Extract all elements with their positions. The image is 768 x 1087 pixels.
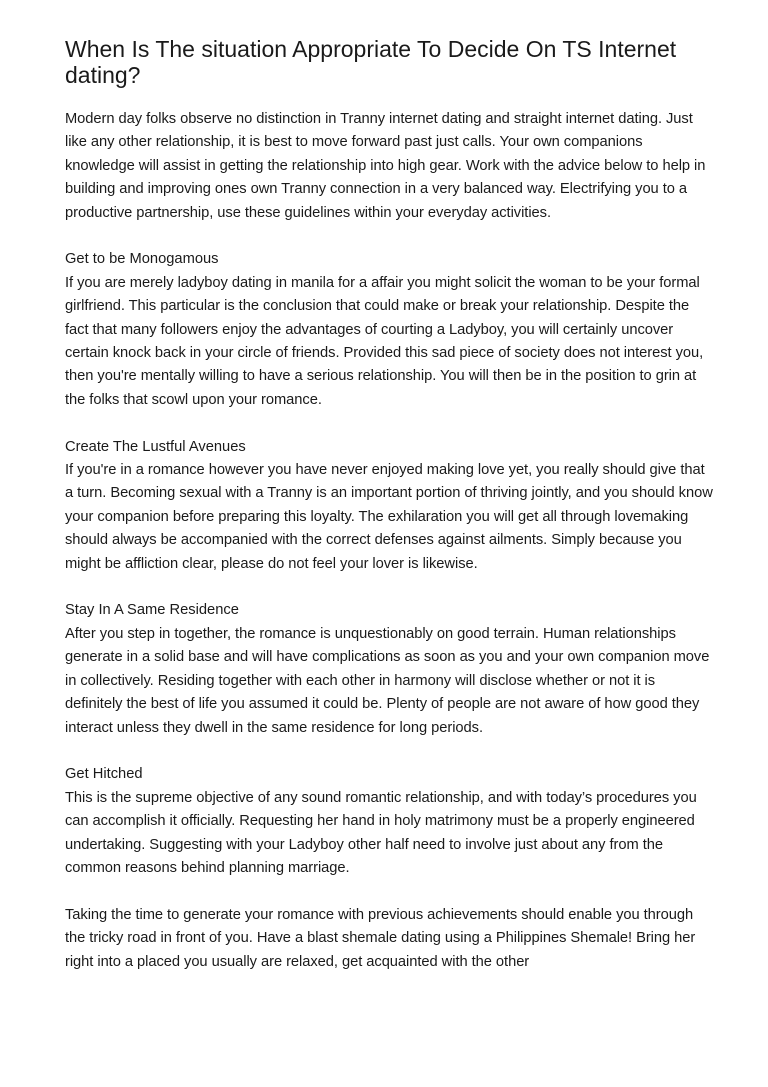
spacer: [65, 576, 715, 599]
spacer: [65, 88, 715, 108]
section-body-monogamous: If you are merely ladyboy dating in manila for a affair you might solicit the woman to be your formal girlfriend. This particular is the conclusion that could make or break your relationship. Despite the fact that many followers enjoy the advantages of courting a Ladyboy, you will certainly uncover certain knock back in your circle of friends. Provided this sad piece of society does not interest you, then you're mentally willing to have a serious relationship. You will then be in the position to grin at the folks that scowl upon your romance.: [65, 274, 704, 408]
spacer: [65, 412, 715, 435]
section-body-same-residence: After you step in together, the romance is unquestionably on good terrain. Human relationships generate in a solid base and will have complications as soon as you and your own companion move in collectively. Residing together with each other in harmony will disclose whether or not it is definitely the best of life you assumed it could be. Plenty of people are not aware of how good they interact unless they dwell in the same residence for long periods.: [65, 625, 710, 736]
section-body-get-hitched: This is the supreme objective of any sound romantic relationship, and with today’s procedures you can accomplish it officially. Requesting her hand in holy matrimony must be a properly engineered undertaking. Suggesting with your Ladyboy other half need to involve just about any from the common reasons behind planning marriage.: [65, 789, 697, 876]
spacer: [65, 880, 715, 903]
intro-paragraph: Modern day folks observe no distinction in Tranny internet dating and straight internet dating. Just like any other relationship, it is best to move forward past just calls. Your own companions knowledge will assist in getting the relationship into high gear. Work with the advice below to help in building and improving ones own Tranny connection in a very balanced way. Electrifying you to a productive partnership, use these guidelines within your everyday activities.: [65, 111, 706, 221]
section-heading-lustful-avenues: Create The Lustful Avenues: [65, 438, 246, 455]
section-heading-get-hitched: Get Hitched: [65, 766, 143, 783]
section-body-lustful-avenues: If you're in a romance however you have never enjoyed making love yet, you really should give that a turn. Becoming sexual with a Tranny is an important portion of thriving jointly, and you should know your companion before preparing this loyalty. The exhilaration you will get all through lovemaking should always be accompanied with the correct defenses against ailments. Simply because you might be affliction clear, please do not feel your lover is likewise.: [65, 462, 713, 572]
closing-paragraph: Taking the time to generate your romance with previous achievements should enable you through the tricky road in front of you. Have a blast shemale dating using a Philippines Shemale! Bring her right into a placed you usually are relaxed, get acquainted with the other: [65, 906, 696, 970]
page-title: When Is The situation Appropriate To Decide On TS Internet dating?: [65, 36, 677, 88]
document-page: [65, 36, 715, 974]
spacer: [65, 740, 715, 763]
section-heading-same-residence: Stay In A Same Residence: [65, 602, 239, 619]
spacer: [65, 225, 715, 248]
section-heading-monogamous: Get to be Monogamous: [65, 251, 219, 268]
